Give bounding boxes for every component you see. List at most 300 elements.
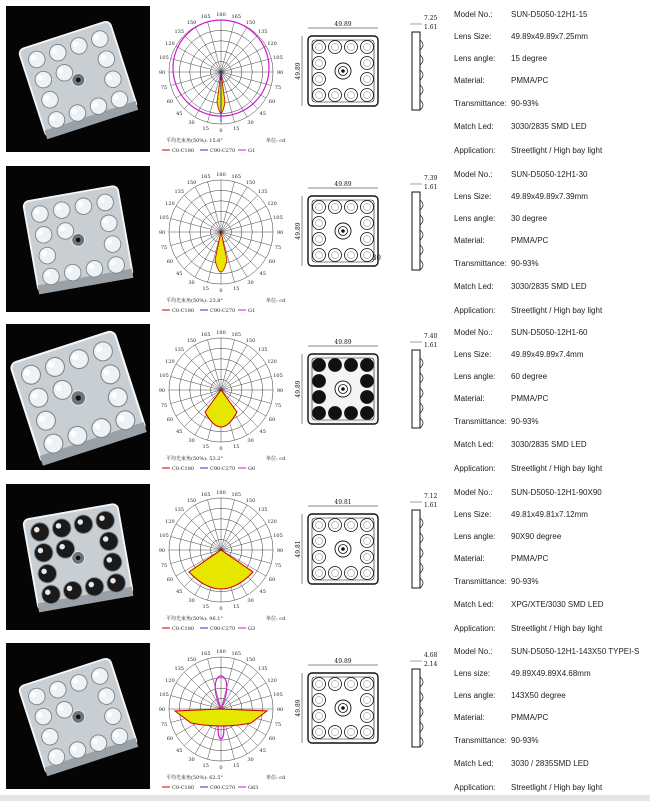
polar-angle-label: 30 bbox=[188, 280, 195, 287]
polar-angle-label: 105 bbox=[159, 691, 169, 698]
polar-angle-label: 180 bbox=[216, 172, 226, 178]
drawing-lens-circle bbox=[361, 359, 374, 372]
drawing-lens-circle bbox=[361, 391, 374, 404]
polar-angle-label: 165 bbox=[200, 491, 211, 498]
spec-label: Lens angle: bbox=[454, 372, 496, 381]
polar-legend-entry: G3 bbox=[248, 626, 256, 632]
polar-angle-label: 30 bbox=[188, 438, 195, 445]
drawing-lens-circle bbox=[345, 201, 358, 214]
spec-value: Streetlight / High bay light bbox=[511, 783, 603, 792]
product-row bbox=[0, 643, 650, 793]
polar-angle-label: 90 bbox=[276, 548, 284, 554]
dimension-drawing bbox=[296, 643, 446, 793]
polar-unit-label: 单位: cd bbox=[266, 616, 286, 622]
spec-label: Model No.: bbox=[454, 488, 493, 497]
drawing-lens-circle bbox=[329, 249, 342, 262]
polar-angle-label: 150 bbox=[186, 179, 197, 186]
polar-unit-label: 单位: cd bbox=[266, 456, 286, 462]
spec-label: Match Led: bbox=[454, 440, 494, 449]
drawing-lens-circle bbox=[361, 551, 374, 564]
polar-angle-label: 45 bbox=[176, 429, 183, 436]
polar-angle-label: 60 bbox=[166, 736, 174, 742]
polar-angle-label: 135 bbox=[257, 665, 268, 672]
polar-angle-label: 135 bbox=[174, 506, 185, 513]
spec-value: PMMA/PC bbox=[511, 236, 549, 245]
polar-legend-entry: G1 bbox=[248, 308, 256, 314]
spec-label: Transmittance: bbox=[454, 417, 507, 426]
drawing-lens-circle bbox=[345, 519, 358, 532]
polar-angle-label: 150 bbox=[245, 656, 256, 663]
drawing-lens-circle bbox=[313, 249, 326, 262]
polar-legend-entry: C90-C270 bbox=[210, 148, 236, 154]
polar-angle-label: 45 bbox=[259, 748, 266, 755]
polar-angle-label: 165 bbox=[231, 13, 242, 20]
polar-angle-label: 135 bbox=[174, 665, 185, 672]
polar-angle-label: 45 bbox=[259, 271, 266, 278]
drawing-lens-circle bbox=[361, 726, 374, 739]
spec-label: Lens size: bbox=[454, 669, 491, 678]
dimension-base-thickness: 1.61 bbox=[424, 184, 438, 191]
drawing-lens-circle bbox=[345, 407, 358, 420]
polar-angle-label: 105 bbox=[273, 54, 283, 61]
drawing-lens-circle bbox=[345, 726, 358, 739]
spec-label: Material: bbox=[454, 76, 485, 85]
drawing-lens-circle bbox=[361, 201, 374, 214]
drawing-lens-circle bbox=[345, 41, 358, 54]
polar-angle-label: 90 bbox=[158, 548, 166, 554]
spec-value: 49.89x49.89x7.4mm bbox=[511, 350, 584, 359]
drawing-lens-circle bbox=[313, 233, 326, 246]
polar-angle-label: 120 bbox=[165, 519, 175, 525]
polar-angle-label: 150 bbox=[186, 19, 197, 26]
product-row bbox=[0, 324, 650, 474]
product-row bbox=[0, 6, 650, 156]
polar-legend-entry: C90-C270 bbox=[210, 785, 236, 791]
polar-legend-entry: C0-C180 bbox=[172, 785, 195, 791]
spec-label: Transmittance: bbox=[454, 99, 507, 108]
polar-angle-label: 45 bbox=[176, 111, 183, 118]
spec-value: 90-93% bbox=[511, 259, 539, 268]
spec-label: Lens angle: bbox=[454, 214, 496, 223]
spec-label: Application: bbox=[454, 306, 496, 315]
drawing-lens-circle bbox=[313, 678, 326, 691]
drawing-lens-circle bbox=[345, 249, 358, 262]
polar-angle-label: 30 bbox=[247, 280, 254, 287]
polar-angle-label: 180 bbox=[216, 649, 226, 655]
polar-angle-label: 120 bbox=[267, 519, 277, 525]
dimension-width: 49.81 bbox=[334, 499, 352, 506]
polar-angle-label: 15 bbox=[233, 604, 240, 611]
drawing-lens-circle bbox=[361, 710, 374, 723]
polar-angle-label: 105 bbox=[159, 372, 169, 379]
page-bottom-divider bbox=[0, 795, 650, 801]
polar-angle-label: 45 bbox=[259, 589, 266, 596]
lens-photo bbox=[6, 643, 150, 789]
dimension-width: 49.89 bbox=[334, 21, 352, 28]
drawing-lens-circle bbox=[345, 678, 358, 691]
product-row bbox=[0, 166, 650, 316]
spec-value: 3030/2835 SMD LED bbox=[511, 282, 587, 291]
lens-photo bbox=[6, 484, 150, 630]
drawing-lens-circle bbox=[313, 201, 326, 214]
spec-label: Lens Size: bbox=[454, 350, 492, 359]
polar-angle-label: 180 bbox=[216, 490, 226, 496]
spec-value: 3030/2835 SMD LED bbox=[511, 122, 587, 131]
lens-photo bbox=[6, 324, 150, 470]
polar-beam-caption: 平均光束角(50%): 15.6° bbox=[166, 138, 223, 144]
polar-angle-label: 15 bbox=[233, 444, 240, 451]
spec-list bbox=[454, 324, 650, 474]
drawing-lens-circle bbox=[361, 678, 374, 691]
drawing-lens-circle bbox=[361, 57, 374, 70]
polar-angle-label: 90 bbox=[158, 388, 166, 394]
spec-label: Material: bbox=[454, 236, 485, 245]
drawing-lens-circle bbox=[361, 567, 374, 580]
drawing-lens-circle bbox=[345, 89, 358, 102]
spec-label: Application: bbox=[454, 146, 496, 155]
spec-label: Model No.: bbox=[454, 170, 493, 179]
spec-value: Streetlight / High bay light bbox=[511, 464, 603, 473]
polar-angle-label: 0 bbox=[219, 128, 223, 134]
polar-angle-label: 135 bbox=[257, 346, 268, 353]
spec-label: Lens Size: bbox=[454, 32, 492, 41]
polar-angle-label: 105 bbox=[159, 214, 169, 221]
spec-value: 90-93% bbox=[511, 417, 539, 426]
polar-angle-label: 60 bbox=[268, 99, 276, 105]
drawing-lens-circle bbox=[313, 89, 326, 102]
dimension-width: 49.89 bbox=[334, 339, 352, 346]
drawing-lens-circle bbox=[329, 201, 342, 214]
dimension-height: 49.89 bbox=[295, 380, 302, 398]
polar-legend-entry: C90-C270 bbox=[210, 626, 236, 632]
polar-angle-label: 45 bbox=[259, 111, 266, 118]
drawing-lens-circle bbox=[313, 73, 326, 86]
polar-angle-label: 120 bbox=[267, 201, 277, 207]
polar-angle-label: 165 bbox=[200, 650, 211, 657]
dimension-base-thickness: 1.61 bbox=[424, 342, 438, 349]
polar-angle-label: 75 bbox=[274, 563, 282, 570]
spec-value: 49.89x49.89x7.25mm bbox=[511, 32, 588, 41]
spec-value: Streetlight / High bay light bbox=[511, 306, 603, 315]
drawing-lens-circle bbox=[313, 694, 326, 707]
spec-value: PMMA/PC bbox=[511, 713, 549, 722]
spec-value: 49.89x49.89x7.39mm bbox=[511, 192, 588, 201]
polar-angle-label: 120 bbox=[165, 201, 175, 207]
spec-label: Model No.: bbox=[454, 10, 493, 19]
polar-angle-label: 105 bbox=[273, 691, 283, 698]
drawing-lens-circle bbox=[313, 710, 326, 723]
spec-list bbox=[454, 484, 650, 634]
spec-label: Application: bbox=[454, 464, 496, 473]
drawing-lens-circle bbox=[313, 407, 326, 420]
spec-value: SUN-D5050-12H1-15 bbox=[511, 10, 588, 19]
spec-label: Transmittance: bbox=[454, 736, 507, 745]
polar-angle-label: 105 bbox=[159, 54, 169, 61]
dimension-thickness: 7.39 bbox=[424, 175, 438, 182]
dimension-height: 49.89 bbox=[295, 222, 302, 240]
polar-angle-label: 90 bbox=[276, 230, 284, 236]
polar-angle-label: 0 bbox=[219, 606, 223, 612]
drawing-lens-circle bbox=[313, 551, 326, 564]
polar-angle-label: 105 bbox=[159, 532, 169, 539]
spec-list bbox=[454, 166, 650, 316]
spec-label: Lens Size: bbox=[454, 192, 492, 201]
dimension-thickness: 7.25 bbox=[424, 15, 438, 22]
spec-label: Material: bbox=[454, 394, 485, 403]
polar-angle-label: 60 bbox=[166, 417, 174, 423]
drawing-callout: 30 bbox=[372, 254, 381, 262]
dimension-base-thickness: 2.14 bbox=[424, 661, 438, 668]
dimension-height: 49.81 bbox=[295, 540, 302, 558]
spec-value: 60 degree bbox=[511, 372, 548, 381]
spec-value: 49.81x49.81x7.12mm bbox=[511, 510, 588, 519]
polar-angle-label: 150 bbox=[245, 497, 256, 504]
drawing-lens-circle bbox=[361, 41, 374, 54]
polar-legend-entry: C90-C270 bbox=[210, 466, 236, 472]
drawing-lens-circle bbox=[361, 535, 374, 548]
spec-label: Material: bbox=[454, 554, 485, 563]
polar-angle-label: 75 bbox=[160, 722, 168, 729]
spec-value: 90X90 degree bbox=[511, 532, 562, 541]
drawing-lens-circle bbox=[329, 519, 342, 532]
product-row bbox=[0, 484, 650, 634]
spec-label: Transmittance: bbox=[454, 577, 507, 586]
spec-label: Match Led: bbox=[454, 600, 494, 609]
drawing-lens-circle bbox=[329, 359, 342, 372]
polar-unit-label: 单位: cd bbox=[266, 138, 286, 144]
spec-value: 49.89X49.89X4.68mm bbox=[511, 669, 591, 678]
spec-label: Material: bbox=[454, 713, 485, 722]
drawing-lens-circle bbox=[313, 726, 326, 739]
polar-angle-label: 0 bbox=[219, 765, 223, 771]
drawing-lens-circle bbox=[329, 89, 342, 102]
dimension-drawing bbox=[296, 324, 446, 474]
dimension-base-thickness: 1.61 bbox=[424, 24, 438, 31]
spec-value: 3030/2835 SMD LED bbox=[511, 440, 587, 449]
spec-label: Lens angle: bbox=[454, 691, 496, 700]
polar-angle-label: 90 bbox=[276, 388, 284, 394]
polar-angle-label: 150 bbox=[245, 19, 256, 26]
polar-angle-label: 150 bbox=[186, 497, 197, 504]
spec-value: PMMA/PC bbox=[511, 394, 549, 403]
dimension-drawing bbox=[296, 166, 446, 316]
drawing-lens-circle bbox=[361, 375, 374, 388]
spec-value: 30 degree bbox=[511, 214, 548, 223]
drawing-lens-circle bbox=[313, 535, 326, 548]
polar-angle-label: 135 bbox=[257, 188, 268, 195]
drawing-lens-circle bbox=[313, 359, 326, 372]
drawing-lens-circle bbox=[313, 567, 326, 580]
spec-value: 15 degree bbox=[511, 54, 548, 63]
polar-angle-label: 45 bbox=[176, 748, 183, 755]
polar-angle-label: 60 bbox=[268, 736, 276, 742]
drawing-lens-circle bbox=[329, 726, 342, 739]
polar-angle-label: 120 bbox=[165, 678, 175, 684]
polar-angle-label: 15 bbox=[233, 763, 240, 770]
lens-photo bbox=[6, 6, 150, 152]
spec-value: Streetlight / High bay light bbox=[511, 146, 603, 155]
polar-unit-label: 单位: cd bbox=[266, 298, 286, 304]
polar-angle-label: 75 bbox=[274, 403, 282, 410]
dimension-base-thickness: 1.61 bbox=[424, 502, 438, 509]
polar-angle-label: 105 bbox=[273, 372, 283, 379]
polar-light-distribution-diagram bbox=[158, 324, 288, 474]
drawing-lens-circle bbox=[361, 217, 374, 230]
dimension-width: 49.89 bbox=[334, 181, 352, 188]
spec-label: Match Led: bbox=[454, 282, 494, 291]
polar-angle-label: 60 bbox=[268, 577, 276, 583]
polar-light-distribution-diagram bbox=[158, 6, 288, 156]
polar-angle-label: 90 bbox=[276, 707, 284, 713]
drawing-lens-circle bbox=[361, 694, 374, 707]
drawing-lens-circle bbox=[329, 678, 342, 691]
spec-value: PMMA/PC bbox=[511, 76, 549, 85]
spec-label: Lens angle: bbox=[454, 532, 496, 541]
polar-angle-label: 105 bbox=[273, 214, 283, 221]
polar-angle-label: 150 bbox=[245, 179, 256, 186]
polar-angle-label: 15 bbox=[202, 286, 209, 293]
spec-value: 90-93% bbox=[511, 577, 539, 586]
polar-angle-label: 165 bbox=[231, 173, 242, 180]
drawing-lens-circle bbox=[313, 41, 326, 54]
spec-label: Application: bbox=[454, 624, 496, 633]
polar-angle-label: 120 bbox=[267, 678, 277, 684]
polar-angle-label: 0 bbox=[219, 288, 223, 294]
spec-list bbox=[454, 643, 650, 793]
polar-angle-label: 165 bbox=[200, 173, 211, 180]
spec-list bbox=[454, 6, 650, 156]
polar-angle-label: 60 bbox=[166, 259, 174, 265]
polar-angle-label: 15 bbox=[202, 604, 209, 611]
drawing-lens-circle bbox=[313, 391, 326, 404]
polar-angle-label: 45 bbox=[176, 271, 183, 278]
spec-label: Model No.: bbox=[454, 328, 493, 337]
dimension-thickness: 7.40 bbox=[424, 333, 438, 340]
polar-angle-label: 75 bbox=[274, 722, 282, 729]
polar-angle-label: 150 bbox=[186, 656, 197, 663]
polar-legend-entry: C0-C180 bbox=[172, 148, 195, 154]
spec-value: SUN-D5050-12H1-60 bbox=[511, 328, 588, 337]
drawing-lens-circle bbox=[361, 519, 374, 532]
polar-angle-label: 15 bbox=[202, 763, 209, 770]
polar-angle-label: 15 bbox=[233, 126, 240, 133]
spec-label: Lens Size: bbox=[454, 510, 492, 519]
polar-angle-label: 30 bbox=[188, 120, 195, 127]
polar-angle-label: 45 bbox=[259, 429, 266, 436]
dimension-height: 49.89 bbox=[295, 62, 302, 80]
polar-angle-label: 75 bbox=[274, 85, 282, 92]
drawing-lens-circle bbox=[329, 41, 342, 54]
drawing-lens-circle bbox=[313, 57, 326, 70]
polar-legend-entry: G63 bbox=[248, 785, 259, 791]
polar-angle-label: 75 bbox=[160, 563, 168, 570]
spec-label: Match Led: bbox=[454, 759, 494, 768]
lens-photo bbox=[6, 166, 150, 312]
polar-angle-label: 165 bbox=[231, 331, 242, 338]
drawing-lens-circle bbox=[361, 73, 374, 86]
drawing-lens-circle bbox=[313, 217, 326, 230]
dimension-thickness: 4.68 bbox=[424, 652, 438, 659]
polar-angle-label: 135 bbox=[257, 506, 268, 513]
polar-angle-label: 90 bbox=[158, 230, 166, 236]
spec-value: SUN-D5050-12H1-143X50 TYPEI-S bbox=[511, 647, 640, 656]
polar-angle-label: 30 bbox=[247, 598, 254, 605]
polar-angle-label: 30 bbox=[247, 757, 254, 764]
polar-light-distribution-diagram bbox=[158, 484, 288, 634]
polar-angle-label: 60 bbox=[268, 417, 276, 423]
spec-label: Lens angle: bbox=[454, 54, 496, 63]
polar-angle-label: 60 bbox=[166, 577, 174, 583]
spec-label: Application: bbox=[454, 783, 496, 792]
polar-legend-entry: G0 bbox=[248, 466, 256, 472]
polar-angle-label: 135 bbox=[174, 28, 185, 35]
spec-value: Streetlight / High bay light bbox=[511, 624, 603, 633]
polar-unit-label: 单位: cd bbox=[266, 775, 286, 781]
polar-light-distribution-diagram bbox=[158, 643, 288, 793]
polar-legend-entry: G1 bbox=[248, 148, 256, 154]
polar-angle-label: 15 bbox=[202, 444, 209, 451]
polar-angle-label: 90 bbox=[158, 707, 166, 713]
spec-value: SUN-D5050-12H1-30 bbox=[511, 170, 588, 179]
polar-angle-label: 15 bbox=[202, 126, 209, 133]
polar-angle-label: 60 bbox=[166, 99, 174, 105]
drawing-lens-circle bbox=[313, 519, 326, 532]
polar-angle-label: 105 bbox=[273, 532, 283, 539]
polar-beam-caption: 平均光束角(50%): 53.2° bbox=[166, 456, 223, 462]
polar-angle-label: 30 bbox=[247, 438, 254, 445]
dimension-drawing bbox=[296, 484, 446, 634]
polar-angle-label: 135 bbox=[174, 188, 185, 195]
polar-angle-label: 150 bbox=[245, 337, 256, 344]
spec-value: 3030 / 2835SMD LED bbox=[511, 759, 589, 768]
polar-angle-label: 165 bbox=[200, 13, 211, 20]
polar-angle-label: 135 bbox=[174, 346, 185, 353]
polar-light-distribution-diagram bbox=[158, 166, 288, 316]
polar-angle-label: 75 bbox=[160, 245, 168, 252]
polar-angle-label: 75 bbox=[160, 403, 168, 410]
polar-angle-label: 180 bbox=[216, 330, 226, 336]
polar-legend-entry: C90-C270 bbox=[210, 308, 236, 314]
polar-angle-label: 90 bbox=[158, 70, 166, 76]
polar-angle-label: 165 bbox=[231, 491, 242, 498]
polar-beam-caption: 平均光束角(50%): 96.1° bbox=[166, 616, 223, 622]
polar-beam-caption: 平均光束角(50%): 62.5° bbox=[166, 775, 223, 781]
spec-label: Model No.: bbox=[454, 647, 493, 656]
polar-angle-label: 75 bbox=[160, 85, 168, 92]
polar-legend-entry: C0-C180 bbox=[172, 626, 195, 632]
polar-angle-label: 120 bbox=[267, 41, 277, 47]
polar-angle-label: 30 bbox=[188, 757, 195, 764]
spec-value: 143X50 degree bbox=[511, 691, 566, 700]
polar-angle-label: 120 bbox=[165, 41, 175, 47]
spec-label: Match Led: bbox=[454, 122, 494, 131]
polar-beam-caption: 平均光束角(50%): 23.8° bbox=[166, 298, 223, 304]
spec-value: SUN-D5050-12H1-90X90 bbox=[511, 488, 602, 497]
dimension-width: 49.89 bbox=[334, 658, 352, 665]
polar-angle-label: 165 bbox=[231, 650, 242, 657]
polar-angle-label: 165 bbox=[200, 331, 211, 338]
polar-angle-label: 30 bbox=[247, 120, 254, 127]
polar-angle-label: 120 bbox=[165, 359, 175, 365]
spec-value: 90-93% bbox=[511, 99, 539, 108]
polar-angle-label: 45 bbox=[176, 589, 183, 596]
spec-value: 90-93% bbox=[511, 736, 539, 745]
polar-angle-label: 90 bbox=[276, 70, 284, 76]
spec-value: PMMA/PC bbox=[511, 554, 549, 563]
drawing-lens-circle bbox=[313, 375, 326, 388]
polar-angle-label: 60 bbox=[268, 259, 276, 265]
dimension-drawing bbox=[296, 6, 446, 156]
